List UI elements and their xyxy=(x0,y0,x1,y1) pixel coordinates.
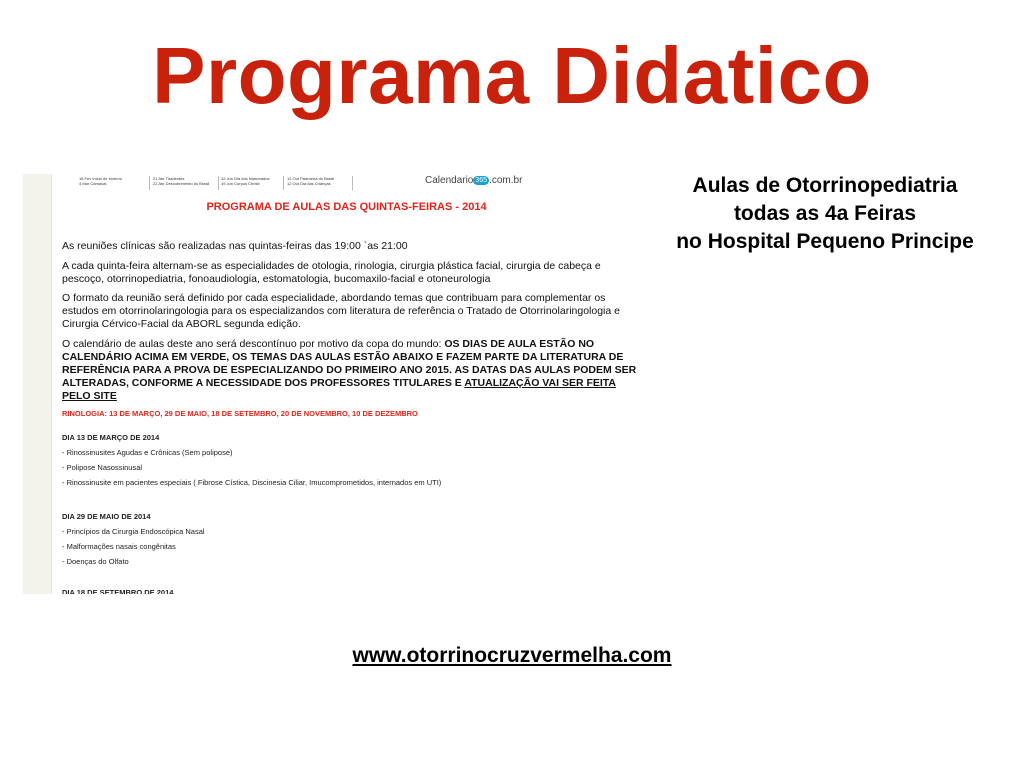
calendar-notice-paragraph xyxy=(62,338,640,403)
calendar-entry: 16 Fev Início de Inverno xyxy=(79,176,122,181)
calendario-logo-text: Calendario xyxy=(425,175,474,186)
topic-item: - Polipose Nasossinusal xyxy=(62,463,143,472)
screenshot-content xyxy=(53,174,640,594)
topic-item: - Doenças do Olfato xyxy=(62,557,129,566)
topic-item: - Rinossinusites Agudas e Crônicas (Sem polipose) xyxy=(62,448,233,457)
calendar-entry: 19 Jun Corpus Christi xyxy=(221,181,260,186)
day-heading: DIA 29 DE MAIO DE 2014 xyxy=(62,512,151,521)
rinologia-dates: RINOLOGIA: 13 DE MARÇO, 29 DE MAIO, 18 DE SETEMBRO, 20 DE NOVEMBRO, 10 DE DEZEMBRO xyxy=(62,409,418,418)
website-link[interactable]: www.otorrinocruzvermelha.com xyxy=(352,644,672,667)
lesson-note-line: todas as 4a Feiras xyxy=(733,202,917,225)
calendar-notice-link: ATUALIZAÇÃO VAI SER FEITA PELO SITE xyxy=(62,377,617,402)
topic-item: - Malformações nasais congênitas xyxy=(62,542,176,551)
calendar-notice-bold: OS DIAS DE AULA ESTÃO NO CALENDÁRIO ACIMA EM VERDE, OS TEMAS DAS AULAS ESTÃO ABAIXO E FAZEM PARTE DA LITERATURA DE REFERÊNCIA PARA A PROVA DE ESPECIALIZANDO DO PRIMEIRO ANO 2015. AS DATAS DAS AULAS PODEM SER ALTERADAS, CONFORME A NECESSIDADE DOS PROFESSORES TITULARES E xyxy=(62,338,637,389)
specialties-paragraph: A cada quinta-feira alternam-se as especialidades de otologia, rinologia, cirurgia plástica facial, cirurgia de cabeça e pescoço, otorrinopediatria, fonoaudiologia, estomatologia, bucomaxilo-facial e otoneurologia xyxy=(62,260,601,285)
topic-item: - Rinossinusite em pacientes especiais ( Fibrose Cística, Discinesia Ciliar, Imucomprometidos, internados em UTI) xyxy=(62,478,442,487)
lesson-note xyxy=(640,172,1010,256)
lesson-note-line: no Hospital Pequeno Principe xyxy=(676,230,974,253)
screenshot-left-margin xyxy=(23,174,52,594)
program-title: PROGRAMA DE AULAS DAS QUINTAS-FEIRAS - 2014 xyxy=(206,201,487,213)
format-paragraph: O formato da reunião será definido por cada especialidade, abordando temas que contribuam para complementar os estudos em otorrinolaringologia para os especializandos com literatura de referência o Tratado de Otorrinolaringologia e Cirurgia Cérvico-Facial da ABORL segunda edição. xyxy=(62,292,620,330)
calendar-entry: 12 Out Dia das Crianças xyxy=(287,181,331,186)
calendario-logo-suffix: .com.br xyxy=(489,175,523,186)
day-heading: DIA 13 DE MARÇO DE 2014 xyxy=(62,433,160,442)
program-screenshot xyxy=(23,174,640,594)
calendar-entry: 12 Jun Dia dos Namorados xyxy=(221,176,270,181)
calendar-notice-lead: O calendário de aulas deste ano será descontínuo por motivo da copa do mundo: xyxy=(62,338,445,350)
schedule-paragraph: As reuniões clínicas são realizadas nas quintas-feiras das 19:00 `as 21:00 xyxy=(62,240,408,252)
lesson-note-line: Aulas de Otorrinopediatria xyxy=(692,174,958,197)
topic-item: - Princípios da Cirurgia Endoscópica Nasal xyxy=(62,527,205,536)
day-heading: DIA 18 DE SETEMBRO DE 2014 xyxy=(62,588,174,594)
calendar-column xyxy=(79,176,139,190)
calendar-entry: 12 Out Padroeira do Brasil xyxy=(287,176,335,181)
calendar-column xyxy=(149,176,219,190)
calendar-entry: 22 Abr Descobrimento do Brasil xyxy=(153,181,210,186)
calendar-column xyxy=(283,176,353,190)
calendario-logo xyxy=(425,176,522,185)
calendario-logo-badge: 365 xyxy=(475,177,488,184)
calendar-strip xyxy=(79,175,523,190)
slide-title: Programa Didatico xyxy=(152,31,872,120)
calendar-entry: 4 Mar Carnaval xyxy=(79,181,107,186)
calendar-entry: 21 Abr Tiradentes xyxy=(153,176,185,181)
calendar-column xyxy=(221,176,279,190)
